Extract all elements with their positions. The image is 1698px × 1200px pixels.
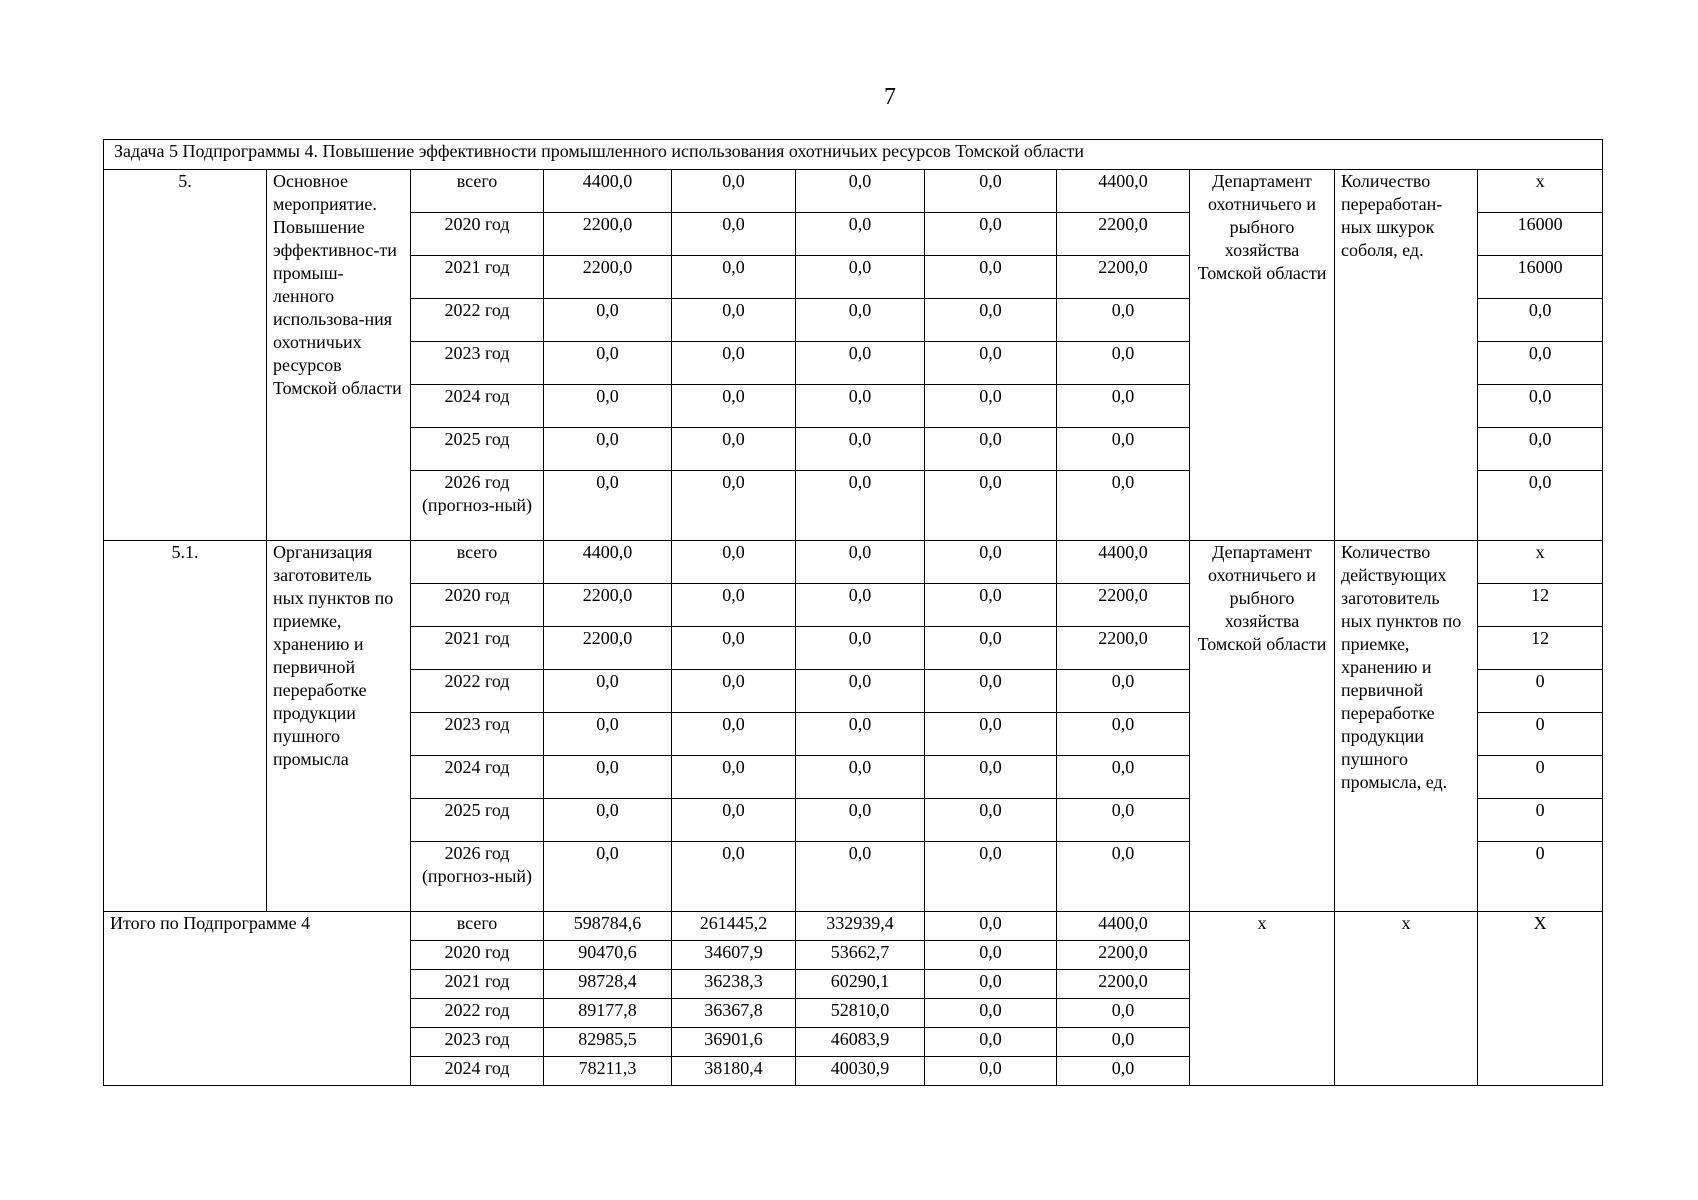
amount-cell: 4400,0 [544,170,672,213]
amount-cell: 0,0 [672,756,796,799]
amount-cell: 34607,9 [672,941,796,970]
amount-cell: 2200,0 [1057,627,1190,670]
amount-cell: 0,0 [796,756,925,799]
year-cell: 2023 год [411,1028,544,1057]
amount-cell: 0,0 [925,584,1057,627]
year-cell: всего [411,912,544,941]
amount-cell: 0,0 [1057,713,1190,756]
year-cell: 2021 год [411,627,544,670]
indicator-value: 0,0 [1478,471,1603,541]
amount-cell: 0,0 [796,541,925,584]
amount-cell: 0,0 [925,970,1057,999]
amount-cell: 2200,0 [1057,941,1190,970]
amount-cell: 89177,8 [544,999,672,1028]
amount-cell: 2200,0 [544,213,672,256]
amount-cell: 0,0 [796,170,925,213]
amount-cell: 2200,0 [1057,584,1190,627]
amount-cell: 40030,9 [796,1057,925,1086]
year-cell: 2020 год [411,584,544,627]
year-cell: 2024 год [411,756,544,799]
total-label: Итого по Подпрограмме 4 [104,912,411,1086]
amount-cell: 0,0 [925,170,1057,213]
amount-cell: 0,0 [672,213,796,256]
indicator-value: 0 [1478,756,1603,799]
year-cell: 2020 год [411,213,544,256]
section-5-executor: Департамент охотничьего и рыбного хозяйства Томской области [1190,170,1335,541]
year-cell: 2020 год [411,941,544,970]
amount-cell: 0,0 [544,799,672,842]
amount-cell: 0,0 [925,912,1057,941]
amount-cell: 0,0 [925,670,1057,713]
amount-cell: 2200,0 [1057,970,1190,999]
indicator-value: 0 [1478,713,1603,756]
amount-cell: 0,0 [1057,1028,1190,1057]
amount-cell: 598784,6 [544,912,672,941]
year-cell: 2021 год [411,256,544,299]
amount-cell: 0,0 [796,428,925,471]
amount-cell: 0,0 [925,471,1057,541]
amount-cell: 0,0 [544,428,672,471]
amount-cell: 0,0 [925,1057,1057,1086]
amount-cell: 82985,5 [544,1028,672,1057]
amount-cell: 0,0 [925,941,1057,970]
amount-cell: 0,0 [1057,799,1190,842]
amount-cell: 0,0 [1057,1057,1190,1086]
year-cell: всего [411,170,544,213]
amount-cell: 0,0 [796,342,925,385]
amount-cell: 0,0 [925,999,1057,1028]
budget-table [103,139,1603,1086]
amount-cell: 0,0 [796,299,925,342]
amount-cell: 0,0 [544,471,672,541]
amount-cell: 0,0 [796,213,925,256]
amount-cell: 36238,3 [672,970,796,999]
amount-cell: 38180,4 [672,1057,796,1086]
section-5-1-row [104,541,1603,584]
amount-cell: 0,0 [796,256,925,299]
amount-cell: 4400,0 [1057,541,1190,584]
indicator-value: 16000 [1478,213,1603,256]
indicator-value: 0,0 [1478,385,1603,428]
amount-cell: 261445,2 [672,912,796,941]
indicator-value: 0,0 [1478,299,1603,342]
total-indicator-value: Х [1478,912,1603,1086]
amount-cell: 60290,1 [796,970,925,999]
amount-cell: 0,0 [672,256,796,299]
amount-cell: 0,0 [544,342,672,385]
indicator-value: 0,0 [1478,428,1603,471]
total-indicator: х [1335,912,1478,1086]
total-executor: х [1190,912,1335,1086]
year-cell: 2026 год (прогноз-ный) [411,471,544,541]
section-5-1-indicator: Количество действующих заготовитель ных пунктов по приемке, хранению и первичной переработке продукции пушного промысла, ед. [1335,541,1478,912]
year-cell: 2023 год [411,713,544,756]
amount-cell: 0,0 [544,756,672,799]
amount-cell: 0,0 [672,385,796,428]
amount-cell: 0,0 [672,428,796,471]
amount-cell: 0,0 [925,541,1057,584]
amount-cell: 36901,6 [672,1028,796,1057]
amount-cell: 0,0 [1057,299,1190,342]
task-header: Задача 5 Подпрограммы 4. Повышение эффективности промышленного использования охотничьих ресурсов Томской области [104,140,1603,170]
amount-cell: 0,0 [672,584,796,627]
amount-cell: 0,0 [544,299,672,342]
year-cell: 2024 год [411,385,544,428]
amount-cell: 0,0 [672,799,796,842]
amount-cell: 0,0 [544,713,672,756]
amount-cell: 0,0 [672,342,796,385]
amount-cell: 2200,0 [544,627,672,670]
amount-cell: 0,0 [672,471,796,541]
amount-cell: 0,0 [796,471,925,541]
indicator-value: 0 [1478,842,1603,912]
year-cell: всего [411,541,544,584]
year-cell: 2025 год [411,799,544,842]
amount-cell: 0,0 [796,842,925,912]
amount-cell: 0,0 [796,713,925,756]
amount-cell: 0,0 [925,713,1057,756]
amount-cell: 0,0 [796,584,925,627]
year-cell: 2022 год [411,670,544,713]
amount-cell: 4400,0 [544,541,672,584]
indicator-value: 0 [1478,799,1603,842]
amount-cell: 0,0 [544,385,672,428]
section-5-number: 5. [104,170,267,541]
amount-cell: 4400,0 [1057,912,1190,941]
amount-cell: 98728,4 [544,970,672,999]
amount-cell: 0,0 [1057,999,1190,1028]
section-5-1-executor: Департамент охотничьего и рыбного хозяйства Томской области [1190,541,1335,912]
amount-cell: 0,0 [672,713,796,756]
section-5-row [104,170,1603,213]
amount-cell: 0,0 [1057,342,1190,385]
indicator-value: 12 [1478,627,1603,670]
indicator-value: 0 [1478,670,1603,713]
amount-cell: 0,0 [1057,385,1190,428]
section-5-indicator: Количество переработан-ных шкурок соболя, ед. [1335,170,1478,541]
amount-cell: 0,0 [672,670,796,713]
year-cell: 2021 год [411,970,544,999]
year-cell: 2022 год [411,999,544,1028]
indicator-value: 16000 [1478,256,1603,299]
amount-cell: 0,0 [925,385,1057,428]
amount-cell: 0,0 [796,799,925,842]
amount-cell: 78211,3 [544,1057,672,1086]
amount-cell: 0,0 [672,299,796,342]
amount-cell: 2200,0 [1057,213,1190,256]
page-number: 7 [884,84,896,110]
amount-cell: 0,0 [925,627,1057,670]
amount-cell: 0,0 [1057,471,1190,541]
indicator-value: 12 [1478,584,1603,627]
total-row [104,912,1603,941]
amount-cell: 0,0 [925,1028,1057,1057]
amount-cell: 2200,0 [544,584,672,627]
amount-cell: 0,0 [796,670,925,713]
amount-cell: 0,0 [672,627,796,670]
amount-cell: 0,0 [925,256,1057,299]
section-5-1-name: Организация заготовитель ных пунктов по приемке, хранению и первичной переработке продукции пушного промысла [267,541,411,912]
amount-cell: 36367,8 [672,999,796,1028]
amount-cell: 0,0 [672,541,796,584]
amount-cell: 0,0 [925,842,1057,912]
amount-cell: 332939,4 [796,912,925,941]
year-cell: 2023 год [411,342,544,385]
amount-cell: 0,0 [925,756,1057,799]
amount-cell: 0,0 [1057,428,1190,471]
amount-cell: 52810,0 [796,999,925,1028]
amount-cell: 0,0 [796,627,925,670]
amount-cell: 0,0 [672,842,796,912]
amount-cell: 2200,0 [544,256,672,299]
indicator-value: х [1478,541,1603,584]
section-5-name: Основное мероприятие. Повышение эффективнос-ти промыш-ленного использова-ния охотничьих ресурсов Томской области [267,170,411,541]
indicator-value: 0,0 [1478,342,1603,385]
amount-cell: 0,0 [1057,756,1190,799]
year-cell: 2025 год [411,428,544,471]
amount-cell: 90470,6 [544,941,672,970]
amount-cell: 0,0 [925,799,1057,842]
amount-cell: 0,0 [925,428,1057,471]
amount-cell: 0,0 [544,670,672,713]
amount-cell: 0,0 [1057,670,1190,713]
amount-cell: 0,0 [925,213,1057,256]
amount-cell: 0,0 [925,299,1057,342]
amount-cell: 53662,7 [796,941,925,970]
amount-cell: 0,0 [796,385,925,428]
year-cell: 2022 год [411,299,544,342]
amount-cell: 0,0 [672,170,796,213]
amount-cell: 0,0 [1057,842,1190,912]
amount-cell: 0,0 [925,342,1057,385]
amount-cell: 0,0 [544,842,672,912]
amount-cell: 4400,0 [1057,170,1190,213]
section-5-1-number: 5.1. [104,541,267,912]
year-cell: 2026 год (прогноз-ный) [411,842,544,912]
year-cell: 2024 год [411,1057,544,1086]
indicator-value: х [1478,170,1603,213]
amount-cell: 2200,0 [1057,256,1190,299]
amount-cell: 46083,9 [796,1028,925,1057]
